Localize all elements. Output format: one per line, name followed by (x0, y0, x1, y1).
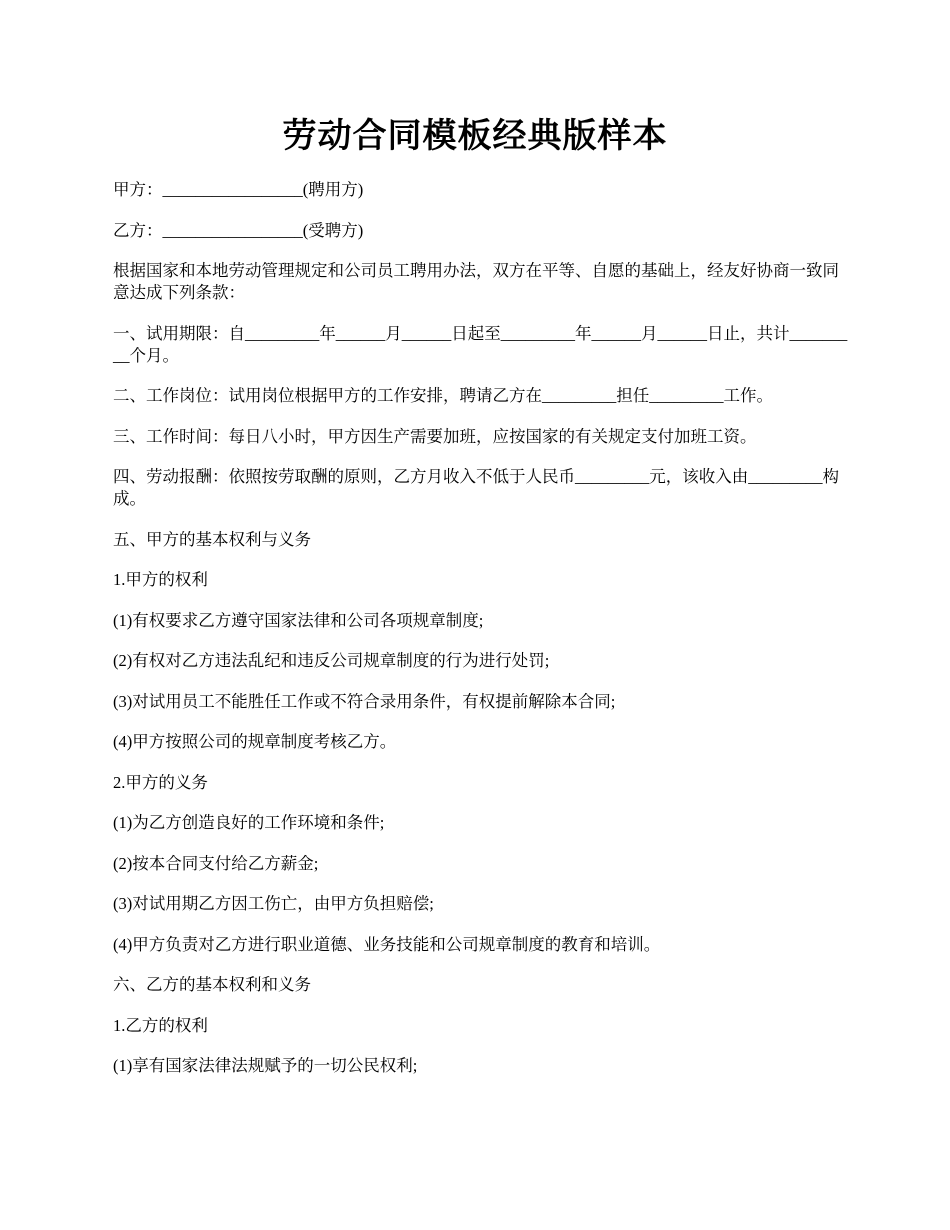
list-item: (4)甲方负责对乙方进行职业道德、业务技能和公司规章制度的教育和培训。 (113, 934, 661, 954)
list-item: (2)按本合同支付给乙方薪金; (113, 853, 319, 873)
document-body (113, 179, 853, 1096)
clause-remuneration: 四、劳动报酬：依照按劳取酬的原则，乙方月收入不低于人民币_________元，该收入由_________构成。 (113, 467, 839, 508)
list-item: (2)有权对乙方违法乱纪和违反公司规章制度的行为进行处罚; (113, 651, 550, 670)
list-item: (4)甲方按照公司的规章制度考核乙方。 (113, 732, 397, 751)
list-item: (1)为乙方创造良好的工作环境和条件; (113, 813, 385, 832)
subheading-party-a-obligations: 2.甲方的义务 (113, 772, 208, 792)
party-a-line: 甲方：_________________(聘用方) (113, 180, 364, 199)
subheading-party-b-rights: 1.乙方的权利 (113, 1015, 208, 1035)
list-item: (3)对试用期乙方因工伤亡，由甲方负担赔偿; (113, 894, 434, 913)
list-item: (1)有权要求乙方遵守国家法律和公司各项规章制度; (113, 610, 484, 630)
document-title: 劳动合同模板经典版样本 (282, 116, 668, 156)
subheading-party-a-rights: 1.甲方的权利 (113, 570, 208, 589)
clause-probation-period: 一、试用期限：自_________年______月______日起至_________年______月______日止，共计_________个月。 (113, 323, 848, 365)
preamble-paragraph: 根据国家和本地劳动管理规定和公司员工聘用办法，双方在平等、自愿的基础上，经友好协商一致同意达成下列条款： (113, 261, 839, 302)
party-b-line: 乙方：_________________(受聘方) (113, 220, 364, 240)
list-item: (1)享有国家法律法规赋予的一切公民权利; (113, 1056, 418, 1075)
clause-working-hours: 三、工作时间：每日八小时，甲方因生产需要加班，应按国家的有关规定支付加班工资。 (113, 426, 757, 446)
clause-job-position: 二、工作岗位：试用岗位根据甲方的工作安排，聘请乙方在_________担任_________工作。 (113, 386, 773, 405)
section-heading-party-b: 六、乙方的基本权利和义务 (113, 975, 311, 994)
section-heading-party-a: 五、甲方的基本权利与义务 (113, 529, 311, 549)
list-item: (3)对试用员工不能胜任工作或不符合录用条件，有权提前解除本合同; (113, 691, 616, 711)
